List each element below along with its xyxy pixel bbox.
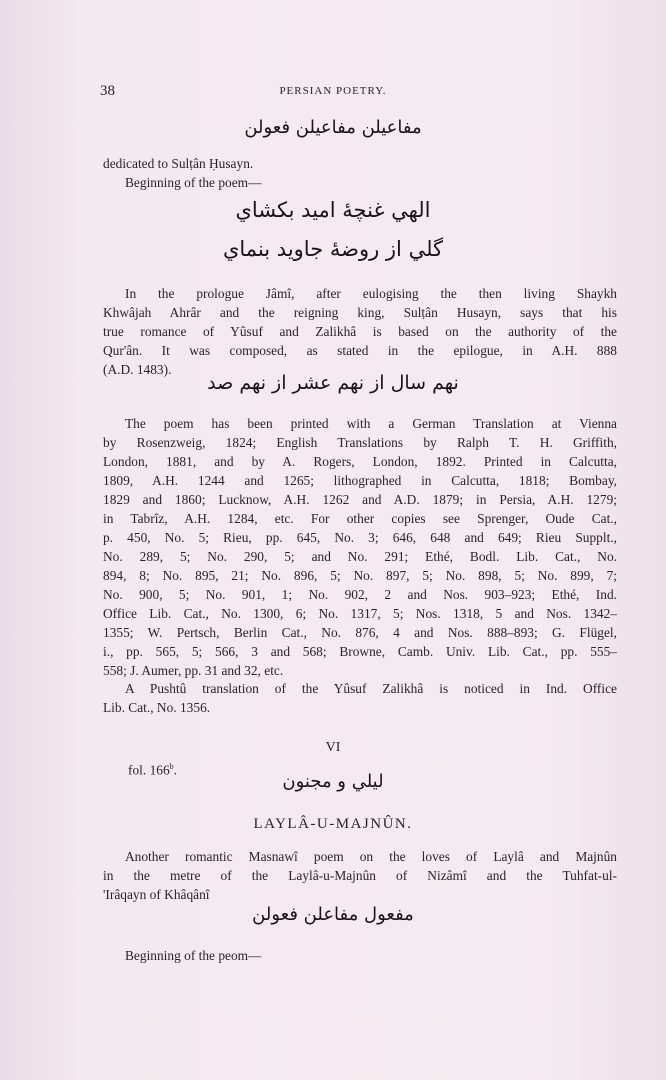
date-verse: نهم سال از نهم عشر از نهم صد [207, 372, 459, 394]
text-line: i., pp. 565, 5; 566, 3 and 568; Browne, Camb. Univ. Lib. Cat., pp. 555– [103, 644, 617, 659]
text-line: p. 450, No. 5; Rieu, pp. 645, No. 3; 646, 648 and 649; Rieu Supplt., [103, 530, 617, 545]
paragraph-prologue [103, 284, 617, 379]
folio-label: fol. 166 [128, 762, 170, 778]
text-line: Beginning of the peom— [125, 948, 262, 963]
paragraph-beginning [103, 946, 617, 965]
verse-line-2: گلي از روضهٔ جاويد بنماي [222, 237, 444, 261]
arabic-title: ليلي و مجنون [282, 771, 384, 792]
text-line: Beginning of the poem— [125, 175, 262, 190]
page-number: 38 [100, 83, 115, 99]
text-line: No. 900, 5; No. 901, 1; No. 902, 2 and Nos. 903–923; Ethé, Ind. [103, 587, 617, 602]
text-line: in Tabrîz, A.H. 1284, etc. For other copies see Sprenger, Oude Cat., [103, 511, 617, 526]
paragraph-pushtu [103, 679, 617, 717]
text-line: London, 1881, and by A. Rogers, London, 1892. Printed in Calcutta, [103, 454, 617, 469]
text-line: 1829 and 1860; Lucknow, A.H. 1262 and A.D. 1879; in Persia, A.H. 1279; [103, 492, 617, 507]
section-title: LAYLÂ-U-MAJNÛN. [253, 816, 413, 832]
running-title: PERSIAN POETRY. [279, 85, 387, 97]
text-line: (A.D. 1483). [103, 362, 172, 377]
paragraph-description [103, 847, 617, 904]
verse-line-1: الهي غنچهٔ اميد بکشاي [235, 198, 431, 222]
text-line: true romance of Yûsuf and Zalikhâ is based on the authority of the [103, 324, 617, 339]
text-line: Khwâjah Ahrâr and the reigning king, Sulṭân Husayn, says that his [103, 305, 617, 320]
meter-line-2: مفعول مفاعلن فعولن [252, 904, 414, 925]
meter-line-1: مفاعيلن مفاعيلن فعولن [244, 117, 422, 138]
text-line: Qur'ân. It was composed, as stated in the epilogue, in A.H. 888 [103, 343, 617, 358]
text-line: by Rosenzweig, 1824; English Translations by Ralph T. H. Griffith, [103, 435, 617, 450]
paragraph-dedication [103, 154, 617, 192]
text-line: Another romantic Masnawî poem on the loves of Laylâ and Majnûn [125, 849, 617, 864]
text-line: 'Irâqayn of Khâqânî [103, 887, 210, 902]
text-line: in the metre of the Laylâ-u-Majnûn of Nizâmî and the Tuhfat-ul- [103, 868, 617, 883]
section-numeral: VI [325, 740, 341, 755]
text-line: A Pushtû translation of the Yûsuf Zalikhâ is noticed in Ind. Office [125, 681, 617, 696]
paragraph-editions [103, 414, 617, 680]
text-line: In the prologue Jâmî, after eulogising the then living Shaykh [125, 286, 617, 301]
folio-superscript: b [169, 762, 174, 771]
text-line: The poem has been printed with a German Translation at Vienna [125, 416, 617, 431]
folio-end: . [173, 762, 178, 778]
text-line: dedicated to Sulṭân Ḥusayn. [103, 156, 254, 171]
text-line: Office Lib. Cat., No. 1300, 6; No. 1317, 5; Nos. 1318, 5 and Nos. 1342– [103, 606, 617, 621]
text-line: 1809, A.H. 1244 and 1265; lithographed in Calcutta, 1818; Bombay, [103, 473, 617, 488]
text-line: 558; J. Aumer, pp. 31 and 32, etc. [103, 663, 284, 678]
text-line: 894, 8; No. 895, 21; No. 896, 5; No. 897, 5; No. 898, 5; No. 899, 7; [103, 568, 617, 583]
text-line: No. 289, 5; No. 290, 5; and No. 291; Ethé, Bodl. Lib. Cat., No. [103, 549, 617, 564]
text-line: Lib. Cat., No. 1356. [103, 700, 211, 715]
text-line: 1355; W. Pertsch, Berlin Cat., No. 876, 4 and Nos. 888–893; G. Flügel, [103, 625, 617, 640]
